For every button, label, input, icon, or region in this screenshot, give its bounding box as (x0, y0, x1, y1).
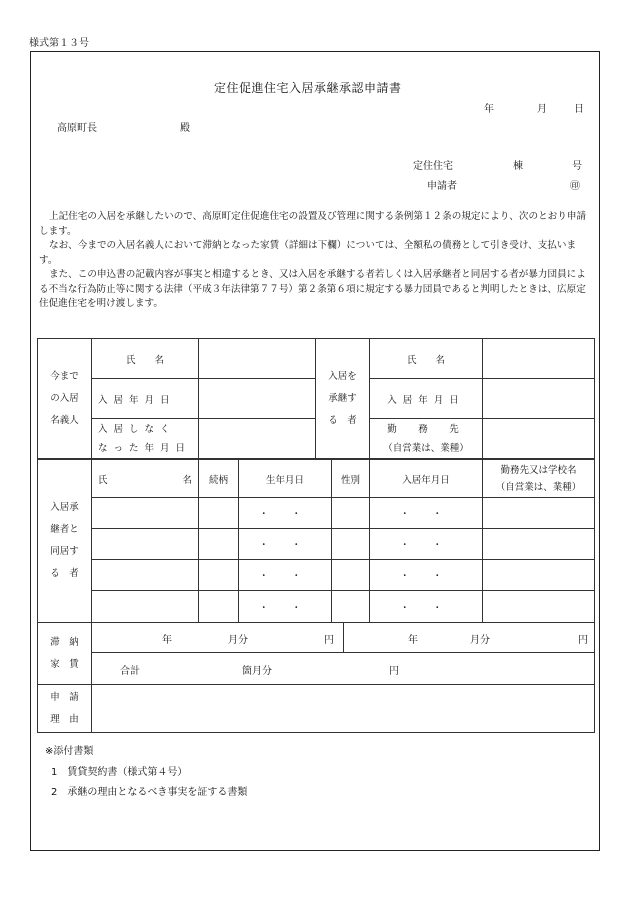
cohabitant-name-field[interactable] (92, 560, 199, 591)
previous-movein-label: 入居年月日 (92, 379, 199, 419)
body-paragraph-1: 上記住宅の入居を承継したいので、高原町定住促進住宅の設置及び管理に関する条例第１２条の規定により、次のとおり申請します。 (39, 211, 587, 237)
seal-mark: ㊞ (570, 181, 580, 192)
date-month-label: 月 (537, 104, 547, 115)
previous-movein-field[interactable] (199, 379, 316, 419)
arrears-table (37, 622, 595, 685)
successor-workplace-label: 勤 務 先 （自営業は、業種） (370, 419, 483, 459)
reason-field[interactable] (92, 685, 595, 733)
table-row (38, 529, 595, 560)
workplace-field[interactable] (483, 498, 595, 529)
successor-name-field[interactable] (483, 339, 595, 379)
workplace-field[interactable] (483, 529, 595, 560)
cohabitants-header: 入居承 継者と 同居す る 者 (38, 460, 92, 623)
previous-moveout-label: 入居しなく なった年月日 (92, 419, 199, 459)
relationship-field[interactable] (199, 529, 239, 560)
cohabitant-name-field[interactable] (92, 498, 199, 529)
building-unit-label: 棟 (513, 161, 523, 172)
date-year-label: 年 (484, 104, 494, 115)
successor-workplace-field[interactable] (483, 419, 595, 459)
movein-date-field[interactable]: ・ ・ (370, 591, 483, 623)
movein-date-header: 入居年月日 (370, 460, 483, 498)
birthdate-field[interactable]: ・ ・ (239, 560, 332, 591)
previous-name-field[interactable] (199, 339, 316, 379)
reason-header: 申 請 理 由 (38, 685, 92, 733)
arrears-total-field[interactable]: 合計 箇月分 円 (92, 653, 595, 685)
table-row (38, 560, 595, 591)
housing-label: 定住住宅 (413, 161, 453, 172)
cohabitant-name-field[interactable] (92, 591, 199, 623)
previous-name-label: 氏 名 (92, 339, 199, 379)
relationship-field[interactable] (199, 498, 239, 529)
previous-moveout-field[interactable] (199, 419, 316, 459)
movein-date-field[interactable]: ・ ・ (370, 560, 483, 591)
gender-field[interactable] (332, 560, 370, 591)
movein-date-field[interactable]: ・ ・ (370, 529, 483, 560)
arrears-right-field[interactable]: 年 月分 円 (344, 623, 595, 653)
arrears-header: 滞 納 家 賃 (38, 623, 92, 685)
birthdate-field[interactable]: ・ ・ (239, 498, 332, 529)
number-unit-label: 号 (572, 161, 582, 172)
table-row (38, 498, 595, 529)
previous-and-successor-table (37, 338, 595, 459)
workplace-field[interactable] (483, 591, 595, 623)
gender-field[interactable] (332, 498, 370, 529)
birthdate-field[interactable]: ・ ・ (239, 529, 332, 560)
relationship-field[interactable] (199, 591, 239, 623)
successor-movein-field[interactable] (483, 379, 595, 419)
gender-header: 性別 (332, 460, 370, 498)
relationship-header: 続柄 (199, 460, 239, 498)
workplace-field[interactable] (483, 560, 595, 591)
relationship-field[interactable] (199, 560, 239, 591)
attachment-item: 2 承継の理由となるべき事実を証する書類 (51, 787, 248, 798)
body-paragraph-2: なお、今までの入居名義人において滞納となった家賃（詳細は下欄）については、全額私の債務として引き受け、支払います。 (39, 240, 577, 266)
attachment-item: 1 賃貸契約書（様式第４号） (51, 767, 188, 778)
arrears-left-field[interactable]: 年 月分 円 (92, 623, 344, 653)
cohabitant-name-field[interactable] (92, 529, 199, 560)
form-title: 定住促進住宅入居承継承認申請書 (214, 81, 402, 95)
cohabitants-table (37, 459, 595, 623)
form-number: 様式第１３号 (29, 38, 89, 49)
previous-holder-header: 今まで の入居 名義人 (38, 339, 92, 459)
movein-date-field[interactable]: ・ ・ (370, 498, 483, 529)
successor-name-label: 氏 名 (370, 339, 483, 379)
application-form (30, 51, 600, 851)
addressee-honorific: 殿 (180, 123, 190, 134)
applicant-label: 申請者 (427, 181, 457, 192)
successor-header: 入居を 承継す る 者 (316, 339, 370, 459)
workplace-school-header: 勤務先又は学校名 （自営業は、業種） (483, 460, 595, 498)
successor-movein-label: 入居年月日 (370, 379, 483, 419)
birthdate-header: 生年月日 (239, 460, 332, 498)
reason-table (37, 684, 595, 733)
attachments-heading: ※添付書類 (45, 746, 94, 757)
cohabitant-name-header: 氏 名 (92, 460, 199, 498)
gender-field[interactable] (332, 529, 370, 560)
addressee-name: 高原町長 (57, 123, 97, 134)
body-paragraph-3: また、この申込書の記載内容が事実と相違するとき、又は入居を承継する者若しくは入居承継者と同居する者が暴力団員による不当な行為防止等に関する法律（平成３年法律第７７号）第２条第６項に規定する暴力団員であると判明したときは、広原定住促進住宅を明け渡します。 (39, 269, 586, 309)
table-row (38, 591, 595, 623)
gender-field[interactable] (332, 591, 370, 623)
birthdate-field[interactable]: ・ ・ (239, 591, 332, 623)
date-day-label: 日 (574, 104, 584, 115)
